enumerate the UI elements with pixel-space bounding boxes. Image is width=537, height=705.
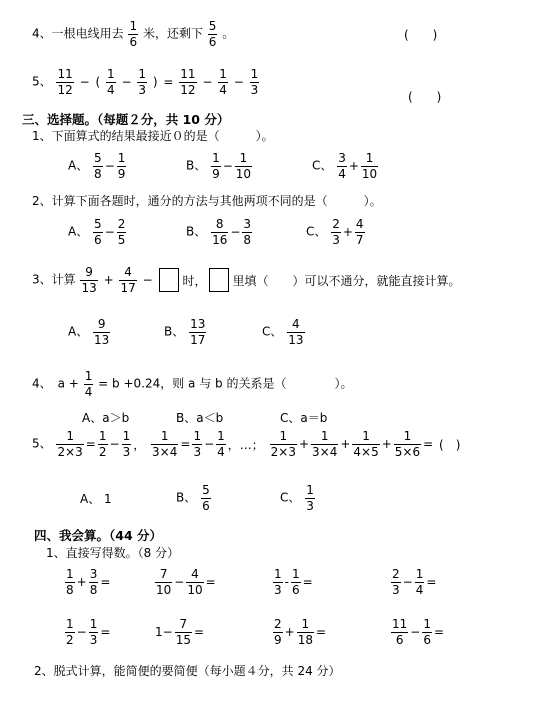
calc-item[interactable] [64,568,111,596]
fraction: $\frac{1}{2\times 3}$ [270,429,296,459]
c3-prefix: 3、计算 [32,272,76,287]
c4-prefix: 4、 a + [32,376,79,391]
option-c[interactable] [312,152,379,180]
choice-question-1: 1、下面算式的结果最接近０的是（ ）。 [32,129,274,143]
tf-question-5 [32,68,260,96]
fraction: $\frac{1}{18}$ [297,617,313,647]
fraction: $\frac{7}{10}$ [156,567,172,597]
equals: = [426,575,437,590]
fraction: $\frac{11}{6}$ [392,617,408,647]
fraction: $\frac{1}{5\times 6}$ [394,429,421,459]
option-label: A、 [80,492,101,506]
choice-question-3 [32,266,462,294]
equals: = [180,437,191,452]
fraction: $\frac{5}{8}$ [94,151,102,181]
fraction: $\frac{3}{8}$ [243,217,252,247]
equals: = [205,575,216,590]
fraction: $\frac{1}{3}$ [250,67,259,97]
option-a[interactable]: A、a＞b [82,411,130,425]
answer-paren[interactable]: ( ) [408,90,442,104]
option-label: B、 [186,158,207,173]
option-c[interactable] [306,218,366,246]
fraction: $\frac{4}{13}$ [288,317,304,347]
fraction: $\frac{5}{6}$ [94,217,102,247]
operator: − [79,75,90,90]
operator: − [202,75,213,90]
tf-q5-number: 5、 [32,74,52,89]
option-a[interactable] [68,218,127,246]
choice-question-2: 2、计算下面各题时，通分的方法与其他两项不同的是（ ）。 [32,194,382,208]
calc-item[interactable] [390,618,445,646]
equals: = [193,625,205,640]
option-label: B、 [186,224,207,239]
fraction: $\frac{1}{2\times 3}$ [57,429,83,459]
option-b[interactable] [186,152,253,180]
option-label: A、 [68,224,89,239]
section-3-title: 三、选择题。（每题２分，共 10 分） [22,112,230,127]
fraction: $\frac{2}{3}$ [332,217,340,247]
fraction: $\frac{5}{6}$ [208,19,217,49]
fraction: $\frac{4}{17}$ [120,265,136,295]
operator: − [174,575,185,590]
fraction: $\frac{1}{9}$ [117,151,126,181]
fraction: $\frac{4}{7}$ [355,217,364,247]
operator: − [230,225,241,240]
paren-open: ( [95,75,101,90]
option-value: 1 [104,492,112,506]
equals: = [423,437,434,452]
fraction: $\frac{9}{13}$ [94,317,110,347]
fraction: $\frac{1}{8}$ [66,567,74,597]
equals: = [85,437,96,452]
fraction: $\frac{3}{4}$ [338,151,346,181]
equals: = [163,75,174,90]
ellipsis: ，…； [227,437,264,452]
option-label: B、 [176,490,197,505]
fraction: $\frac{11}{12}$ [180,67,196,97]
fraction: $\frac{9}{13}$ [81,265,97,295]
fraction: $\frac{11}{12}$ [57,67,73,97]
c3-suffix: 里填（ ）可以不通分，就能直接计算。 [232,273,461,288]
fraction: $\frac{2}{9}$ [274,617,282,647]
operator: − [121,75,132,90]
choice-question-4 [32,370,352,398]
option-c[interactable]: C、a＝b [280,411,328,425]
equals: = [100,625,111,640]
fraction: $\frac{1}{6}$ [423,617,431,647]
fraction: $\frac{1}{4}$ [84,369,93,399]
fraction: $\frac{1}{4}$ [219,67,227,97]
option-b[interactable] [164,318,207,346]
fraction: $\frac{1}{3\times 4}$ [152,429,178,459]
blank-box[interactable] [159,268,179,292]
option-a[interactable] [68,318,111,346]
tf-q4-text-mid: 米，还剩下 [142,26,203,41]
fraction: $\frac{1}{3\times 4}$ [312,429,338,459]
operator: + [103,273,114,288]
section-4-title: 四、我会算。（44 分） [34,528,162,543]
c5-prefix: 5、 [32,436,52,451]
equals: = [100,575,111,590]
operator: − [104,159,115,174]
operator: − [402,575,413,590]
operator: + [342,225,353,240]
calc-item[interactable] [154,618,205,646]
tf-q4-text: 4、一根电线用去 [32,26,124,41]
choice-question-5 [32,430,461,458]
fraction: $\frac{1}{4}$ [106,67,115,97]
fraction: $\frac{1}{3}$ [274,567,282,597]
c3-mid: 时， [182,273,207,288]
fraction: $\frac{1}{9}$ [212,151,220,181]
operator: − [76,625,87,640]
fraction: $\frac{1}{10}$ [235,151,252,181]
calc-2-title: 2、脱式计算，能简便的要简便（每小题４分，共 24 分） [34,664,341,678]
operator: − [233,75,244,90]
fraction: $\frac{1}{4\times 5}$ [353,429,379,459]
c4-suffix: = b +0.24，则 a 与 b 的关系是（ ）。 [98,376,353,391]
operator: + [284,625,295,640]
fraction: $\frac{1}{10}$ [361,151,378,181]
tf-q4-end: 。 [222,26,235,41]
operator: + [76,575,87,590]
calc-item[interactable] [64,618,111,646]
fraction: $\frac{1}{3}$ [306,483,314,513]
fraction: $\frac{1}{3}$ [193,429,202,459]
option-b[interactable] [186,218,253,246]
equals: = [302,575,313,590]
calc-item[interactable] [154,568,217,596]
tf-question-4 [32,20,234,48]
answer-paren[interactable]: ( ) [404,28,438,42]
option-b[interactable] [176,484,212,512]
operator: − [104,225,115,240]
operator: − [222,159,233,174]
option-label: B、 [164,324,185,339]
fraction: $\frac{13}{17}$ [190,317,206,347]
fraction: $\frac{1}{6}$ [129,19,138,49]
operator: + [381,437,392,452]
fraction: $\frac{5}{6}$ [202,483,210,513]
calc-item[interactable] [272,568,314,596]
fraction: $\frac{1}{2}$ [98,429,107,459]
fraction: $\frac{1}{4}$ [415,567,424,597]
operator: - [284,575,289,590]
fraction: $\frac{7}{15}$ [175,617,191,647]
calc-item[interactable] [272,618,327,646]
comma: ， [133,437,146,452]
option-c[interactable] [262,318,306,346]
fraction: $\frac{1}{6}$ [291,567,300,597]
fraction: $\frac{1}{3}$ [138,67,146,97]
option-label: C、 [306,224,327,239]
operator: − [204,437,215,452]
fraction: $\frac{8}{16}$ [212,217,228,247]
answer-paren[interactable]: ( ) [439,437,461,452]
fraction: $\frac{2}{5}$ [117,217,126,247]
option-label: C、 [312,158,333,173]
fraction: $\frac{1}{3}$ [89,617,98,647]
option-label: C、 [280,490,301,505]
operator: − [410,625,421,640]
operator: + [298,437,310,452]
calc-1-title: 1、直接写得数。（8 分） [46,546,180,560]
option-a[interactable] [68,152,127,180]
operator: − [109,437,120,452]
option-label: A、 [68,324,89,339]
fraction: $\frac{3}{8}$ [89,567,98,597]
option-label: C、 [262,324,283,339]
fraction: $\frac{2}{3}$ [392,567,400,597]
operator: + [340,437,351,452]
option-a[interactable] [80,490,112,507]
blank-box[interactable] [209,268,229,292]
option-label: A、 [68,158,89,173]
operator: − [142,273,153,288]
fraction: $\frac{1}{3}$ [122,429,131,459]
option-c[interactable] [280,484,316,512]
option-b[interactable]: B、a＜b [176,411,224,425]
fraction: $\frac{1}{2}$ [66,617,74,647]
fraction: $\frac{4}{10}$ [187,567,203,597]
fraction: $\frac{1}{4}$ [217,429,225,459]
paren-close: ) [152,75,158,90]
equals: = [433,625,445,640]
operator: + [348,159,359,174]
whole-number: 1− [155,625,173,640]
equals: = [315,625,327,640]
calc-item[interactable] [390,568,437,596]
